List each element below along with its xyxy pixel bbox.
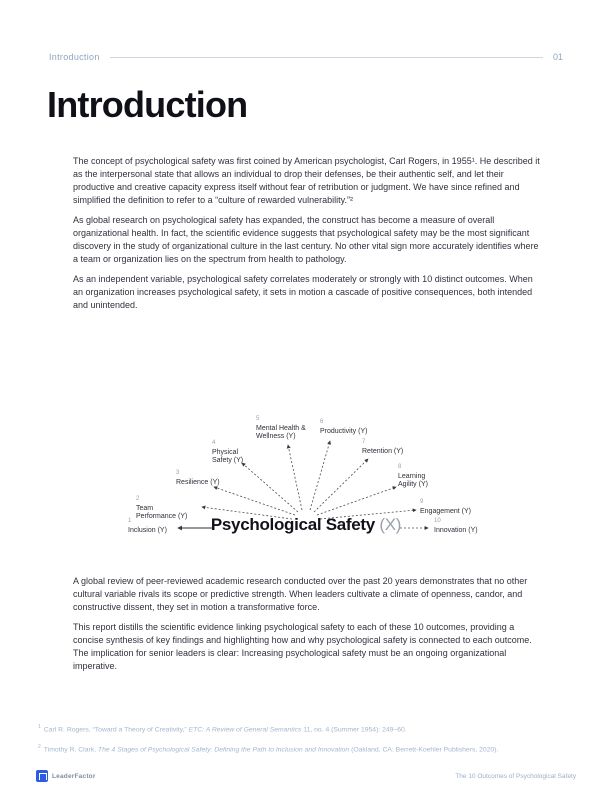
outcome-number: 5 xyxy=(256,416,260,422)
footnote-text: Carl R. Rogers, “Toward a Theory of Creativity,” xyxy=(43,726,189,734)
outcome-label: Team Performance (Y) xyxy=(136,505,188,520)
page-header xyxy=(49,52,563,62)
outcome-label: Innovation (Y) xyxy=(434,527,478,534)
footnote-marker: 2 xyxy=(38,744,41,751)
outcome-item xyxy=(420,498,471,516)
outcome-number: 2 xyxy=(136,496,140,502)
footnote xyxy=(38,742,583,755)
outcomes-diagram xyxy=(66,405,546,555)
outcome-number: 4 xyxy=(212,440,216,446)
outcome-label: Engagement (Y) xyxy=(420,508,471,515)
outcome-label: Learning Agility (Y) xyxy=(398,473,428,488)
closing-paragraphs xyxy=(73,575,540,680)
page-title: Introduction xyxy=(47,84,248,125)
outcome-label: Productivity (Y) xyxy=(320,428,368,435)
page-number: 01 xyxy=(552,52,563,62)
footnote xyxy=(38,722,583,735)
paragraph: As an independent variable, psychological safety correlates moderately or strongly with 10 distinct outcomes. When an organization increases psychological safety, it sets in motion a cascade of positive consequences, both intended and unintended. xyxy=(73,274,533,310)
outcome-item xyxy=(176,469,220,487)
footnote-text: 11, no. 4 (Summer 1954): 249–60. xyxy=(301,726,407,734)
outcome-label: Resilience (Y) xyxy=(176,479,220,486)
outcome-label: Mental Health & Wellness (Y) xyxy=(256,425,306,440)
footnote-italic: The 4 Stages of Psychological Safety: Defining the Path to Inclusion and Innovation xyxy=(97,746,350,754)
outcome-item xyxy=(256,415,310,441)
paragraph: The concept of psychological safety was first coined by American psychologist, Carl Rogers, in 1955¹. He described it as the interpersonal state that allows an individual to drop their defenses, be their authentic self, and let their productive and creative capacity express itself without fear of retribution or judgment. We have since refined and simplified the definition to refer to a “culture of rewarded vulnerability.”² xyxy=(73,156,540,205)
outcome-number: 7 xyxy=(362,439,366,445)
brand xyxy=(36,770,96,782)
brand-name: LeaderFactor xyxy=(52,772,96,780)
outcome-number: 1 xyxy=(128,518,132,524)
outcome-item xyxy=(398,463,440,489)
outcome-number: 6 xyxy=(320,419,324,425)
outcome-label: Retention (Y) xyxy=(362,448,404,455)
psychological-safety-center xyxy=(211,515,401,535)
outcome-item xyxy=(320,418,367,436)
outcome-number: 3 xyxy=(176,470,180,476)
paragraph: As global research on psychological safety has expanded, the construct has become a measure of overall organizational health. In fact, the scientific evidence suggests that psychological safety may be the most significant discovery in the study of organizational culture in the last century. No other vital sign more accurately identifies where a team or organization lies on the spectrum from health to pathology. xyxy=(73,215,539,264)
outcome-item xyxy=(434,517,478,535)
footnote-text: (Oakland, CA: Berrett-Koehler Publishers, 2020). xyxy=(349,746,499,754)
center-main-label: Psychological Safety xyxy=(210,515,375,534)
center-x-suffix: (X) xyxy=(374,515,402,534)
outcome-number: 9 xyxy=(420,499,424,505)
outcome-label: Inclusion (Y) xyxy=(128,527,167,534)
footnote-marker: 1 xyxy=(38,724,41,730)
paragraph: A global review of peer-reviewed academic research conducted over the past 20 years demonstrates that no other cultural variable rivals its scope or predictive strength. When leaders cultivate a climate of openness, candor, and constructive dissent, they set in motion a transformative force. xyxy=(73,576,528,612)
footnote-text: Timothy R. Clark, xyxy=(43,746,98,754)
section-label: Introduction xyxy=(49,52,100,62)
paragraph: This report distills the scientific evidence linking psychological safety to each of these 10 outcomes, providing a concise synthesis of key findings and highlighting how and why psychological safety is connected to each outcome. The implication for senior leaders is clear: Increasing psychological safety must be an ongoing organizational imperative. xyxy=(73,622,532,671)
outcome-number: 10 xyxy=(434,518,441,524)
footnotes xyxy=(38,722,583,763)
outcome-number: 8 xyxy=(398,464,402,470)
page-footer xyxy=(36,770,576,782)
footnote-italic: ETC: A Review of General Semantics xyxy=(188,726,302,734)
leaderfactor-logo-icon xyxy=(36,770,48,782)
outcome-item xyxy=(212,439,250,465)
header-rule xyxy=(110,57,543,58)
footer-doc-title: The 10 Outcomes of Psychological Safety xyxy=(455,772,576,780)
outcome-label: Physical Safety (Y) xyxy=(212,449,244,464)
outcome-item xyxy=(362,438,403,456)
intro-paragraphs xyxy=(73,155,540,319)
outcome-item xyxy=(136,495,194,521)
